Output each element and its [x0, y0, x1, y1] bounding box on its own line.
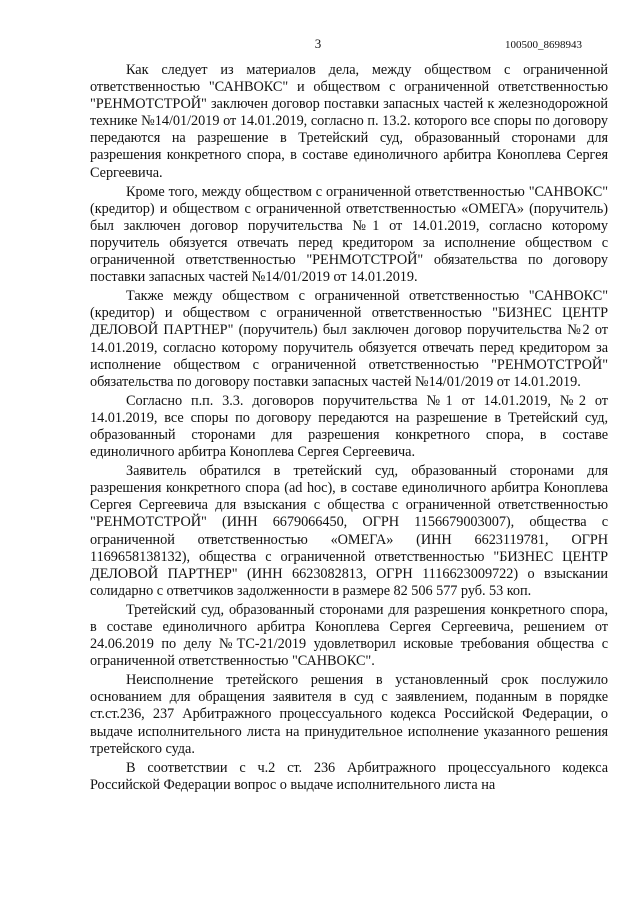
paragraph-guarantee-2: Также между обществом с ограниченной ответственностью "САНВОКС" (кредитор) и обществом с ограниченной ответственностью "БИЗНЕС ЦЕНТР ДЕЛОВОЙ ПАРТНЕР" (поручитель) был заключен договор поручительства №2 от 14.01.2019, согласно которому поручитель обязуется отвечать перед кредитором за исполнение обществом с ограниченной ответственностью "РЕНМОТСТРОЙ" обязательства по договору поставки запасных частей №14/01/2019 от 14.01.2019. [90, 288, 608, 390]
paragraph-contract-background: Как следует из материалов дела, между обществом с ограниченной ответственностью "САНВОКС" и обществом с ограниченной ответственностью "РЕНМОТСТРОЙ" заключен договор поставки запасных частей к железнодорожной технике №14/01/2019 от 14.01.2019, согласно п. 13.2. которого все споры по договору передаются на разрешение в Третейский суд, образованный сторонами для разрешения конкретного спора, в составе единоличного арбитра Коноплева Сергея Сергеевича. [90, 62, 608, 181]
page-number: 3 [314, 36, 322, 51]
paragraph-dispute-clause: Согласно п.п. 3.3. договоров поручительства №1 от 14.01.2019, №2 от 14.01.2019, все споры по договору передаются на разрешение в Третейский суд, образованный сторонами для разрешения конкретного спора, в составе единоличного арбитра Коноплева Сергея Сергеевича. [90, 392, 608, 461]
paragraph-claim: Заявитель обратился в третейский суд, образованный сторонами для разрешения конкретного спора (ad hoc), в составе единоличного арбитра Коноплева Сергея Сергеевича для взыскания с общества с ограниченной ответственностью "РЕНМОТСТРОЙ" (ИНН 6679066450, ОГРН 1156679003007), общества с ограниченной ответственностью «ОМЕГА» (ИНН 6623119781, ОГРН 1169658138132), общества с ограниченной ответственностью "БИЗНЕС ЦЕНТР ДЕЛОВОЙ ПАРТНЕР" (ИНН 6623082813, ОГРН 1116623009722) о взыскании солидарно с ответчиков задолженности в размере 82 506 577 руб. 53 коп. [90, 463, 608, 599]
document-body [90, 62, 608, 794]
paragraph-legal-basis: В соответствии с ч.2 ст. 236 Арбитражного процессуального кодекса Российской Федерации вопрос о выдаче исполнительного листа на [90, 759, 608, 793]
paragraph-non-execution: Неисполнение третейского решения в установленный срок послужило основанием для обращения заявителя в суд с заявлением, поданным в порядке ст.ст.236, 237 Арбитражного процессуального кодекса Российской Федерации, о выдаче исполнительного листа на принудительное исполнение указанного решения третейского суда. [90, 672, 608, 757]
paragraph-guarantee-1: Кроме того, между обществом с ограниченной ответственностью "САНВОКС" (кредитор) и обществом с ограниченной ответственностью «ОМЕГА» (поручитель) был заключен договор поручительства №1 от 14.01.2019, согласно которому поручитель обязуется отвечать перед кредитором за исполнение обществом с ограниченной ответственностью "РЕНМОТСТРОЙ" обязательства по договору поставки запасных частей №14/01/2019 от 14.01.2019. [90, 183, 608, 286]
paragraph-arbitral-decision: Третейский суд, образованный сторонами для разрешения конкретного спора, в составе единоличного арбитра Коноплева Сергея Сергеевича, решением от 24.06.2019 по делу №ТС-21/2019 удовлетворил исковые требования общества с ограниченной ответственностью "САНВОКС". [90, 601, 608, 670]
document-id: 100500_8698943 [505, 39, 582, 51]
